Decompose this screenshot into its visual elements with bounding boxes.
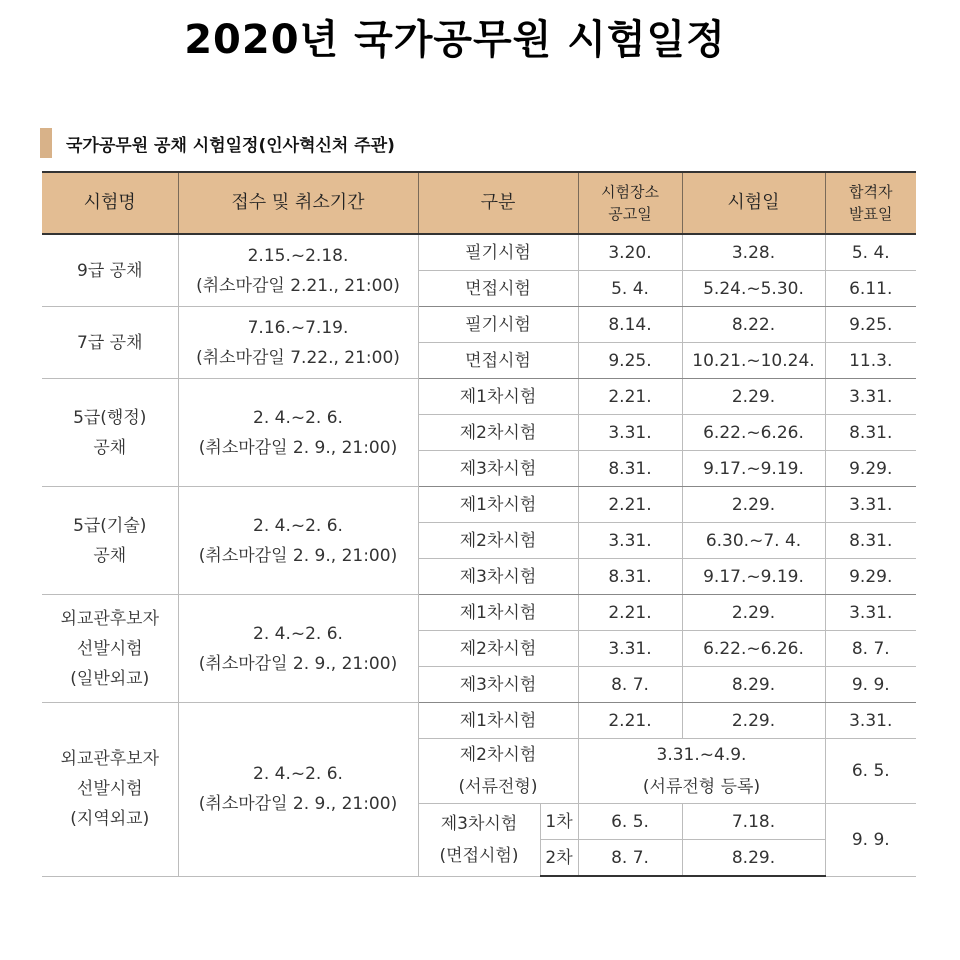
period-cell: 2. 4.~2. 6. (취소마감일 2. 9., 21:00) [178,595,418,703]
venue-cell: 8. 7. [578,667,682,703]
type-cell: 제2차시험 [418,523,578,559]
type-cell: 제3차시험 (면접시험) [418,804,540,877]
date-cell: 6.22.~6.26. [682,415,825,451]
venue-cell: 3.20. [578,234,682,271]
type-cell: 필기시험 [418,234,578,271]
header-period: 접수 및 취소기간 [178,172,418,234]
type-cell: 제3차시험 [418,451,578,487]
exam-name-cell: 5급(행정) 공채 [42,379,178,487]
period-cell: 2. 4.~2. 6. (취소마감일 2. 9., 21:00) [178,379,418,487]
date-cell: 2.29. [682,703,825,739]
date-cell: 2.29. [682,595,825,631]
result-cell: 9.29. [825,559,916,595]
result-cell: 6. 5. [825,739,916,804]
result-cell: 3.31. [825,703,916,739]
exam-schedule-table [42,171,916,877]
date-cell: 9.17.~9.19. [682,451,825,487]
date-cell: 3.28. [682,234,825,271]
result-cell: 8.31. [825,415,916,451]
period-cell: 7.16.~7.19. (취소마감일 7.22., 21:00) [178,307,418,379]
sub-round-label: 1차 [540,804,578,840]
type-cell: 제1차시험 [418,703,578,739]
date-cell: 7.18. [682,804,825,840]
type-cell: 제2차시험 (서류전형) [418,739,578,804]
result-cell: 9. 9. [825,804,916,877]
header-type: 구분 [418,172,578,234]
venue-cell: 3.31. [578,523,682,559]
venue-cell: 8.14. [578,307,682,343]
venue-cell: 6. 5. [578,804,682,840]
date-cell: 8.22. [682,307,825,343]
type-cell: 제3차시험 [418,559,578,595]
type-cell: 제1차시험 [418,595,578,631]
table-row [42,487,916,523]
type-cell: 제1차시험 [418,487,578,523]
table-row [42,307,916,343]
result-cell: 3.31. [825,487,916,523]
date-cell: 9.17.~9.19. [682,559,825,595]
venue-cell: 9.25. [578,343,682,379]
venue-cell: 8.31. [578,451,682,487]
date-cell: 6.22.~6.26. [682,631,825,667]
type-cell: 제2차시험 [418,631,578,667]
date-cell: 6.30.~7. 4. [682,523,825,559]
venue-cell: 2.21. [578,595,682,631]
page-title: 2020년 국가공무원 시험일정 [184,17,726,63]
result-cell: 9.29. [825,451,916,487]
result-cell: 6.11. [825,271,916,307]
table-row [42,595,916,631]
date-cell: 2.29. [682,379,825,415]
type-cell: 면접시험 [418,343,578,379]
exam-name-cell: 7급 공채 [42,307,178,379]
result-cell: 9.25. [825,307,916,343]
date-cell: 10.21.~10.24. [682,343,825,379]
type-cell: 필기시험 [418,307,578,343]
section-header [40,128,395,158]
result-cell: 3.31. [825,595,916,631]
period-cell: 2. 4.~2. 6. (취소마감일 2. 9., 21:00) [178,703,418,877]
exam-name-cell: 5급(기술) 공채 [42,487,178,595]
exam-name-cell: 9급 공채 [42,234,178,307]
header-result: 합격자 발표일 [825,172,916,234]
table-row [42,379,916,415]
venue-cell: 2.21. [578,379,682,415]
venue-cell: 2.21. [578,703,682,739]
table-row [42,234,916,271]
table-header-row [42,172,916,234]
table-row [42,703,916,739]
result-cell: 5. 4. [825,234,916,271]
result-cell: 9. 9. [825,667,916,703]
venue-cell: 3.31. [578,415,682,451]
venue-cell: 2.21. [578,487,682,523]
sub-round-label: 2차 [540,840,578,877]
merged-date-cell: 3.31.~4.9. (서류전형 등록) [578,739,825,804]
type-cell: 제1차시험 [418,379,578,415]
exam-name-cell: 외교관후보자 선발시험 (지역외교) [42,703,178,877]
exam-name-cell: 외교관후보자 선발시험 (일반외교) [42,595,178,703]
date-cell: 5.24.~5.30. [682,271,825,307]
header-exam-date: 시험일 [682,172,825,234]
result-cell: 8. 7. [825,631,916,667]
header-exam: 시험명 [42,172,178,234]
venue-cell: 3.31. [578,631,682,667]
type-cell: 제2차시험 [418,415,578,451]
result-cell: 11.3. [825,343,916,379]
venue-cell: 8.31. [578,559,682,595]
date-cell: 8.29. [682,667,825,703]
section-marker [40,128,52,158]
type-cell: 제3차시험 [418,667,578,703]
date-cell: 2.29. [682,487,825,523]
type-cell: 면접시험 [418,271,578,307]
header-venue: 시험장소 공고일 [578,172,682,234]
result-cell: 3.31. [825,379,916,415]
period-cell: 2. 4.~2. 6. (취소마감일 2. 9., 21:00) [178,487,418,595]
date-cell: 8.29. [682,840,825,877]
result-cell: 8.31. [825,523,916,559]
venue-cell: 5. 4. [578,271,682,307]
section-title: 국가공무원 공채 시험일정(인사혁신처 주관) [66,135,395,156]
period-cell: 2.15.~2.18. (취소마감일 2.21., 21:00) [178,234,418,307]
venue-cell: 8. 7. [578,840,682,877]
